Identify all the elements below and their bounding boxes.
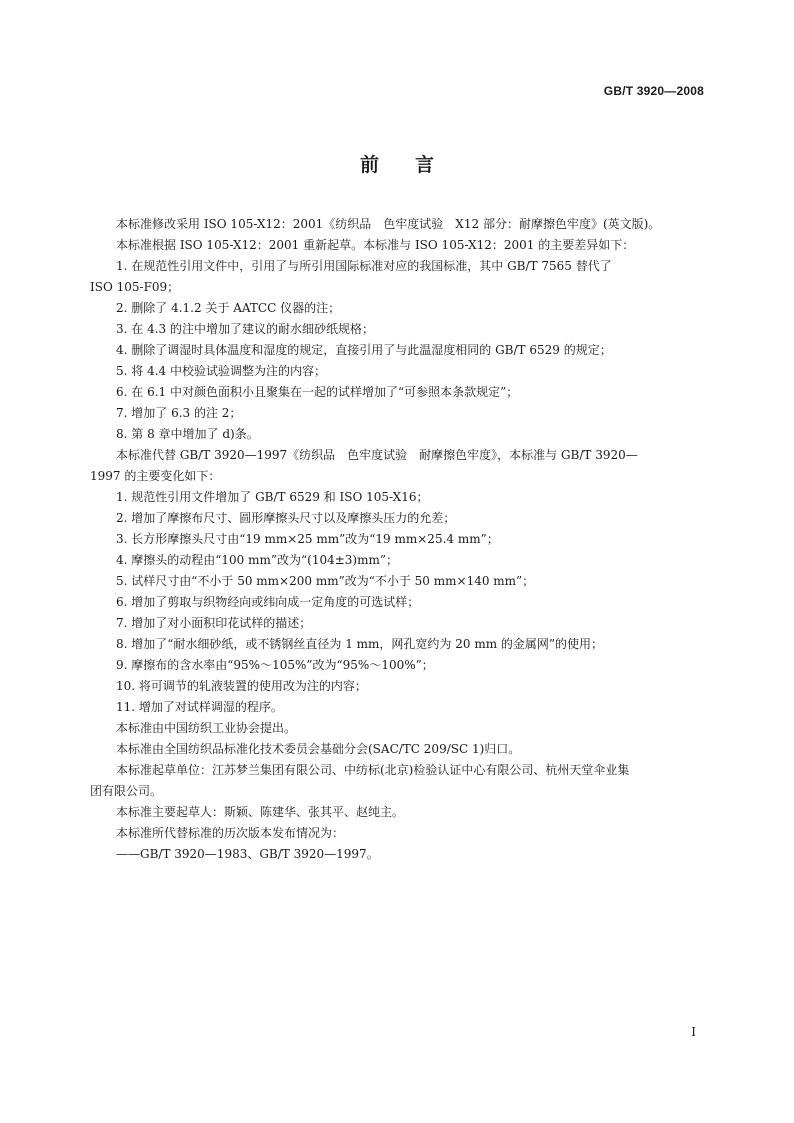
text-line: 8. 增加了“耐水细砂纸，或不锈钢丝直径为 1 mm，网孔宽约为 20 mm 的金属网”的使用；: [116, 637, 604, 651]
text-line: 11. 增加了对试样调湿的程序。: [116, 700, 283, 714]
text-line: 4. 删除了调湿时具体温度和湿度的规定，直接引用了与此温湿度相同的 GB/T 6529 的规定；: [116, 343, 612, 357]
text-line: 3. 长方形摩擦头尺寸由“19 mm×25 mm”改为“19 mm×25.4 mm”；: [116, 532, 499, 546]
text-line: 本标准代替 GB/T 3920—1997《纺织品 色牢度试验 耐摩擦色牢度》，本标准与 GB/T 3920—: [116, 448, 638, 462]
text-line: 本标准由全国纺织品标准化技术委员会基础分会(SAC/TC 209/SC 1)归口。: [116, 742, 521, 756]
text-line: 5. 试样尺寸由“不小于 50 mm×200 mm”改为“不小于 50 mm×140 mm”；: [116, 574, 535, 588]
text-line: 1. 在规范性引用文件中，引用了与所引用国际标准对应的我国标准，其中 GB/T 7565 替代了: [116, 259, 612, 273]
text-line: 本标准修改采用 ISO 105-X12：2001《纺织品 色牢度试验 X12 部分：耐摩擦色牢度》(英文版)。: [116, 217, 661, 231]
text-line: 1. 规范性引用文件增加了 GB/T 6529 和 ISO 105-X16；: [116, 490, 429, 504]
text-line: 6. 在 6.1 中对颜色面积小且聚集在一起的试样增加了“可参照本条款规定”；: [116, 385, 519, 399]
page-number: I: [691, 1025, 696, 1039]
text-line: 本标准由中国纺织工业协会提出。: [116, 721, 297, 735]
text-line: 7. 增加了对小面积印花试样的描述；: [116, 616, 312, 630]
foreword-body: [90, 214, 704, 865]
title-char-1: 前: [359, 154, 379, 176]
text-line: 本标准起草单位：江苏梦兰集团有限公司、中纺标(北京)检验认证中心有限公司、杭州天堂伞业集: [116, 763, 630, 777]
text-line: 7. 增加了 6.3 的注 2；: [116, 406, 242, 420]
text-line: 10. 将可调节的轧液装置的使用改为注的内容；: [116, 679, 367, 693]
text-line: 团有限公司。: [90, 784, 163, 798]
page-title: [0, 150, 794, 177]
text-line: 1997 的主要变化如下：: [90, 469, 221, 483]
text-line: ——GB/T 3920—1983、GB/T 3920—1997。: [116, 847, 379, 861]
text-line: 3. 在 4.3 的注中增加了建议的耐水细砂纸规格；: [116, 322, 374, 336]
text-line: 2. 增加了摩擦布尺寸、圆形摩擦头尺寸以及摩擦头压力的允差；: [116, 511, 456, 525]
text-line: 本标准根据 ISO 105-X12：2001 重新起草。本标准与 ISO 105-X12：2001 的主要差异如下：: [116, 238, 635, 252]
text-line: ISO 105-F09；: [90, 280, 180, 294]
text-line: 本标准所代替标准的历次版本发布情况为：: [116, 826, 345, 840]
text-line: 4. 摩擦头的动程由“100 mm”改为“(104±3)mm”；: [116, 553, 398, 567]
text-line: 6. 增加了剪取与织物经向或纬向成一定角度的可选试样；: [116, 595, 420, 609]
text-line: 8. 第 8 章中增加了 d)条。: [116, 427, 259, 441]
text-line: 9. 摩擦布的含水率由“95%～105%”改为“95%～100%”；: [116, 658, 434, 672]
text-line: 5. 将 4.4 中校验试验调整为注的内容；: [116, 364, 326, 378]
standard-code: GB/T 3920—2008: [603, 84, 704, 98]
text-line: 2. 删除了 4.1.2 关于 AATCC 仪器的注；: [116, 301, 341, 315]
text-line: 本标准主要起草人：斯颖、陈建华、张其平、赵纯主。: [116, 805, 405, 819]
title-char-2: 言: [415, 154, 435, 176]
